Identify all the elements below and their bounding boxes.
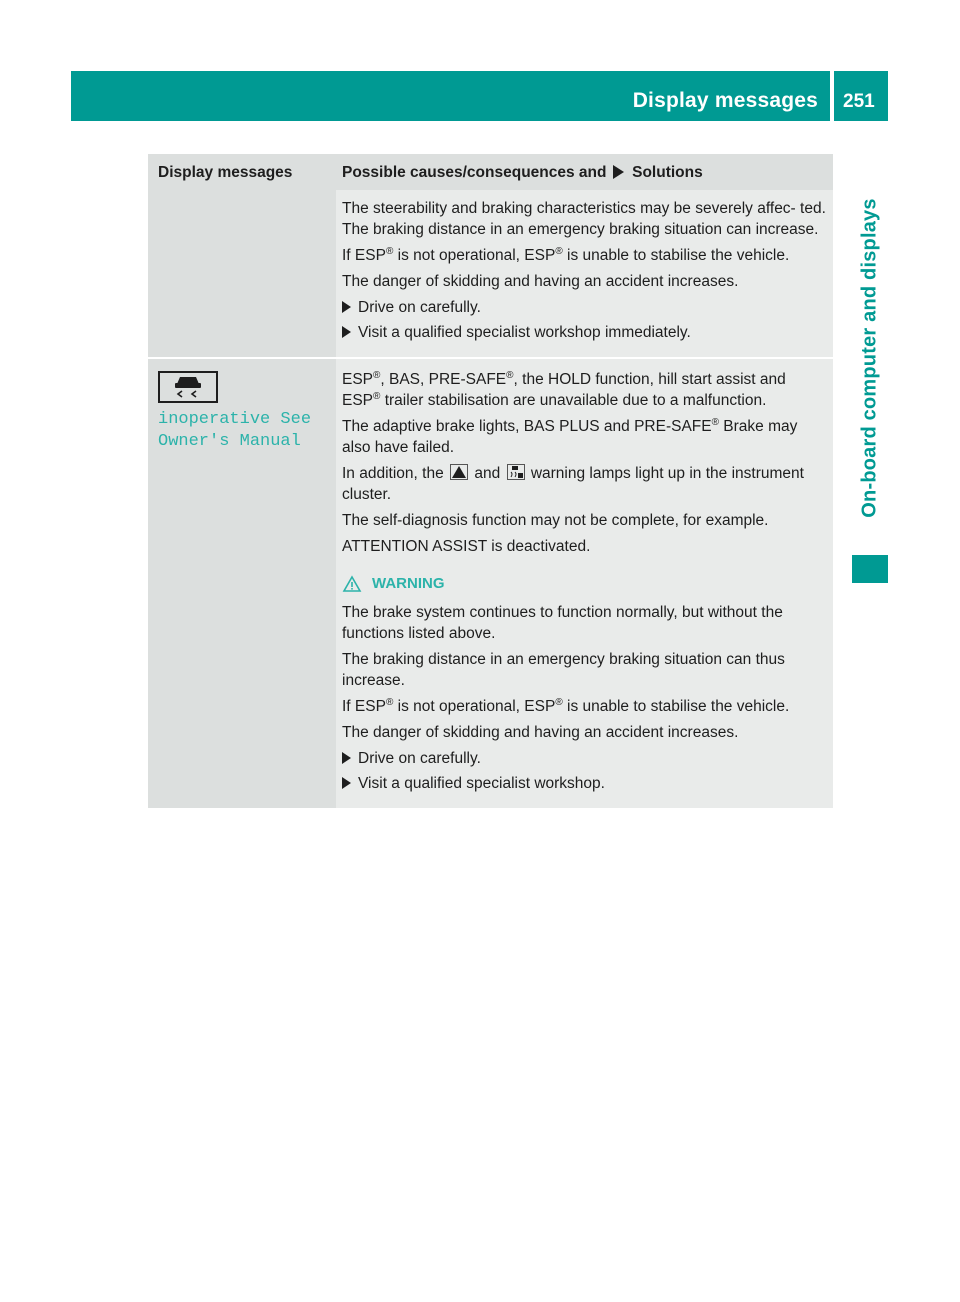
header-bar <box>71 71 888 121</box>
col-header-causes: Possible causes/consequences and Solutions <box>342 164 703 181</box>
warning-heading: WARNING <box>342 573 829 594</box>
row-message-cell <box>148 359 336 808</box>
action-arrow-icon <box>342 326 351 338</box>
action-step: Visit a qualified specialist workshop immediately. <box>342 322 829 343</box>
table-row <box>148 357 833 808</box>
action-step: Drive on carefully. <box>342 297 829 318</box>
esp-off-warning-icon <box>507 464 525 480</box>
action-arrow-icon <box>342 752 351 764</box>
row-causes-cell: ESP®, BAS, PRE-SAFE®, the HOLD function, hill start assist and ESP® trailer stabilisation are unavailable due to a malfunction. The adaptive brake lights, BAS PLUS and PRE-SAFE® Brake may also have failed. In addition, the and warning lamps light up in the instrument cluster. The self-diagnosis function may not be complete, for example. ATTENTION ASSIST is deactivated. WARNING The brake system continues to function normally, but without the functions listed above. The braking distance in an emergency braking situation can thus increase. If ESP® is not operational, ESP® is unable to stabilise the vehicle. The danger of skidding and having an accident increases. Drive on carefully. Visit a qualified specialist workshop. <box>336 359 833 808</box>
chapter-title: On-board computer and displays <box>858 197 881 518</box>
warning-triangle-icon <box>342 575 362 593</box>
arrow-right-icon <box>613 165 624 179</box>
chapter-side-tab <box>852 165 888 550</box>
brake-warning-icon <box>450 464 468 480</box>
row-message-cell <box>148 190 336 357</box>
col-header-display-messages: Display messages <box>158 164 293 181</box>
page-number: 251 <box>843 91 875 112</box>
row-causes-cell: The steerability and braking characteristics may be severely affec- ted. The braking distance in an emergency braking situation can increase. If ESP® is not operational, ESP® is unable to stabilise the vehicle. The danger of skidding and having an accident increases. Drive on carefully. Visit a qualified specialist workshop immediately. <box>336 190 833 357</box>
skid-car-icon <box>158 371 218 403</box>
display-messages-table <box>148 154 833 808</box>
section-title: Display messages <box>632 89 818 112</box>
table-row <box>148 190 833 357</box>
chapter-marker-block <box>852 555 888 583</box>
action-arrow-icon <box>342 301 351 313</box>
action-step: Visit a qualified specialist workshop. <box>342 773 829 794</box>
display-message-text: inoperative See Owner's Manual <box>158 410 312 451</box>
action-step: Drive on carefully. <box>342 748 829 769</box>
table-header <box>148 154 833 190</box>
action-arrow-icon <box>342 777 351 789</box>
header-divider <box>830 71 834 121</box>
